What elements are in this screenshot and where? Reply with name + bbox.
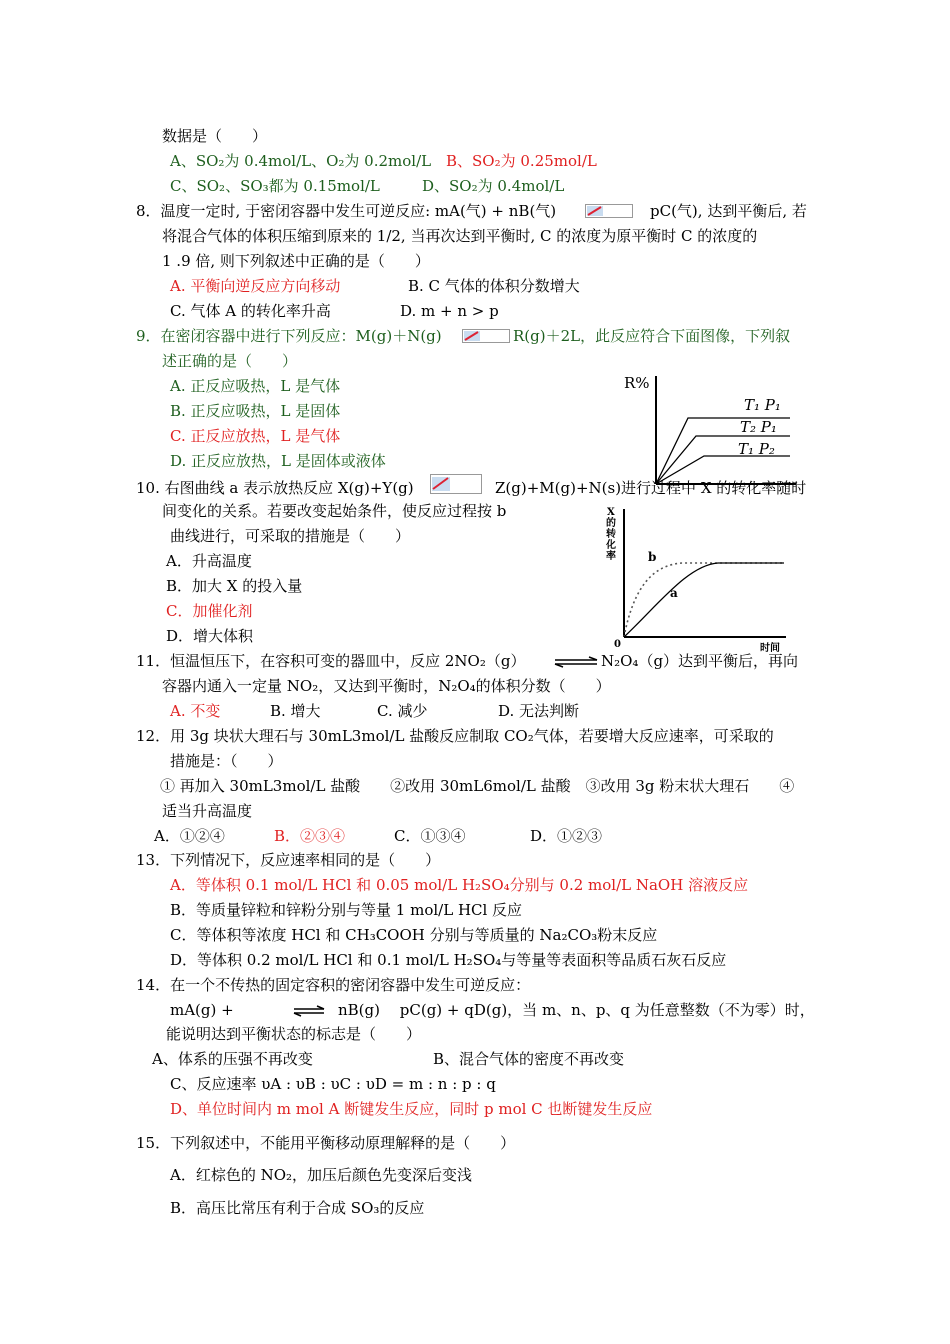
q14-option-a: A、体系的压强不再改变 <box>152 1050 313 1068</box>
q9-stem-1a: 9．在密闭容器中进行下列反应：M(g)＋N(g) <box>136 327 442 345</box>
q9-option-b: B. 正反应吸热，L 是固体 <box>170 402 341 420</box>
q14-stem-1: 14．在一个不传热的固定容积的密闭容器中发生可逆反应： <box>136 976 531 994</box>
q12-option-d: D．①②③ <box>530 827 603 845</box>
q11-stem-1a: 11．恒温恒压下，在容积可变的器皿中，反应 2NO₂（g） <box>136 652 526 670</box>
q7-option-d: D、SO₂为 0.4mol/L <box>422 177 565 195</box>
q12-option-b: B．②③④ <box>274 827 346 845</box>
q9-stem-2: 述正确的是（ ） <box>162 352 298 370</box>
q10-option-d: D．增大体积 <box>166 627 254 645</box>
reversible-arrow-icon <box>292 1003 326 1021</box>
q10-graph-origin: 0 <box>614 639 621 650</box>
q9-option-d: D. 正反应放热，L 是固体或液体 <box>170 452 386 470</box>
q12-stem-2: 措施是：（ ） <box>170 752 283 770</box>
q11-option-a: A. 不变 <box>170 702 221 720</box>
q10-stem-1a: 10. 右图曲线 a 表示放热反应 X(g)+Y(g) <box>136 479 414 497</box>
q8-option-d: D. m + n > p <box>400 302 499 320</box>
q13-option-b: B．等质量锌粒和锌粉分别与等量 1 mol/L HCl 反应 <box>170 901 523 919</box>
q8-stem-1a: 8．温度一定时, 于密闭容器中发生可逆反应: mA(气) + nB(气) <box>136 202 557 220</box>
q10-option-b: B．加大 X 的投入量 <box>166 577 303 595</box>
q11-option-c: C. 减少 <box>377 702 428 720</box>
q7-option-c: C、SO₂、SO₃都为 0.15mol/L <box>170 177 380 195</box>
q13-option-d: D．等体积 0.2 mol/L HCl 和 0.1 mol/L H₂SO₄与等量等表面积等品质石灰石反应 <box>170 951 727 969</box>
q15-option-a: A．红棕色的 NO₂，加压后颜色先变深后变浅 <box>170 1166 473 1184</box>
q8-stem-1b: pC(气), 达到平衡后, 若 <box>650 202 807 220</box>
q12-option-c: C．①③④ <box>394 827 466 845</box>
q9-curve-label-t2p1: T₂ P₁ <box>740 418 777 436</box>
q14-stem-2a: mA(g) + <box>170 1001 234 1019</box>
q9-option-c: C. 正反应放热，L 是气体 <box>170 427 341 445</box>
q11-option-d: D. 无法判断 <box>498 702 580 720</box>
equilibrium-image-icon <box>430 474 482 498</box>
q12-stem-1: 12．用 3g 块状大理石与 30mL3mol/L 盐酸反应制取 CO₂气体，若要增大反应速率，可采取的 <box>136 727 774 745</box>
q9-graph-y-label: R% <box>624 374 650 392</box>
q14-option-b: B、混合气体的密度不再改变 <box>433 1050 625 1068</box>
q14-option-d: D、单位时间内 m mol A 断键发生反应，同时 p mol C 也断键发生反应 <box>170 1100 653 1118</box>
q9-curve-label-t1p1: T₁ P₁ <box>744 396 781 414</box>
q12-stem-4: 适当升高温度 <box>162 802 253 820</box>
q9-option-a: A. 正反应吸热，L 是气体 <box>170 377 341 395</box>
q7-option-b: B、SO₂为 0.25mol/L <box>446 152 597 170</box>
q9-graph <box>618 368 798 488</box>
equilibrium-image-icon <box>585 204 633 222</box>
q10-stem-3: 曲线进行，可采取的措施是（ ） <box>170 527 411 545</box>
q11-stem-2: 容器内通入一定量 NO₂，又达到平衡时，N₂O₄的体积分数（ ） <box>162 677 611 695</box>
q10-option-c: C．加催化剂 <box>166 602 253 620</box>
q10-graph-x-label: 时间 <box>760 643 780 654</box>
q13-option-a: A．等体积 0.1 mol/L HCl 和 0.05 mol/L H₂SO₄分别与 0.2 mol/L NaOH 溶液反应 <box>170 876 749 894</box>
q9-curve-label-t1p2: T₁ P₂ <box>738 440 775 458</box>
q10-stem-2: 间变化的关系。若要改变起始条件，使反应过程按 b <box>162 502 507 520</box>
q10-stem-1b: Z(g)+M(g)+N(s)进行过程中 X 的转化率随时 <box>495 479 807 497</box>
q15-option-b: B．高压比常压有利于合成 SO₃的反应 <box>170 1199 425 1217</box>
q10-option-a: A．升高温度 <box>166 552 252 570</box>
q13-stem: 13．下列情况下，反应速率相同的是（ ） <box>136 851 441 869</box>
q8-option-b: B. C 气体的体积分数增大 <box>408 277 580 295</box>
q7-tail: 数据是（ ） <box>162 127 268 145</box>
q11-option-b: B. 增大 <box>270 702 321 720</box>
q12-option-a: A．①②④ <box>154 827 225 845</box>
q8-option-c: C. 气体 A 的转化率升高 <box>170 302 331 320</box>
q8-stem-3: 1 .9 倍, 则下列叙述中正确的是（ ） <box>162 252 430 270</box>
q10-graph <box>598 505 798 655</box>
q13-option-c: C．等体积等浓度 HCl 和 CH₃COOH 分别与等质量的 Na₂CO₃粉末反应 <box>170 926 658 944</box>
q10-curve-b-label: b <box>648 550 657 564</box>
q15-stem: 15．下列叙述中，不能用平衡移动原理解释的是（ ） <box>136 1134 516 1152</box>
q9-stem-1b: R(g)＋2L，此反应符合下面图像，下列叙 <box>513 327 791 345</box>
q10-curve-a-label: a <box>670 586 678 600</box>
q8-stem-2: 将混合气体的体积压缩到原来的 1/2, 当再次达到平衡时, C 的浓度为原平衡时 C 的浓度的 <box>162 227 758 245</box>
equilibrium-image-icon <box>462 329 510 347</box>
q11-stem-1b: N₂O₄（g）达到平衡后，再向 <box>601 652 799 670</box>
q12-stem-3: ① 再加入 30mL3mol/L 盐酸 ②改用 30mL6mol/L 盐酸 ③改用 3g 粉末状大理石 ④ <box>160 777 795 795</box>
q10-graph-y-label: X 的转化率 <box>606 507 616 562</box>
q14-stem-3: 能说明达到平衡状态的标志是（ ） <box>166 1025 422 1043</box>
q8-option-a: A. 平衡向逆反应方向移动 <box>170 277 341 295</box>
q14-option-c: C、反应速率 υA : υB : υC : υD = m : n : p : q <box>170 1075 496 1093</box>
q14-stem-2b: nB(g) pC(g) + qD(g)，当 m、n、p、q 为任意整数（不为零）时， <box>338 1001 815 1019</box>
reversible-arrow-icon <box>553 654 599 672</box>
q7-option-a: A、SO₂为 0.4mol/L、O₂为 0.2mol/L <box>170 152 432 170</box>
